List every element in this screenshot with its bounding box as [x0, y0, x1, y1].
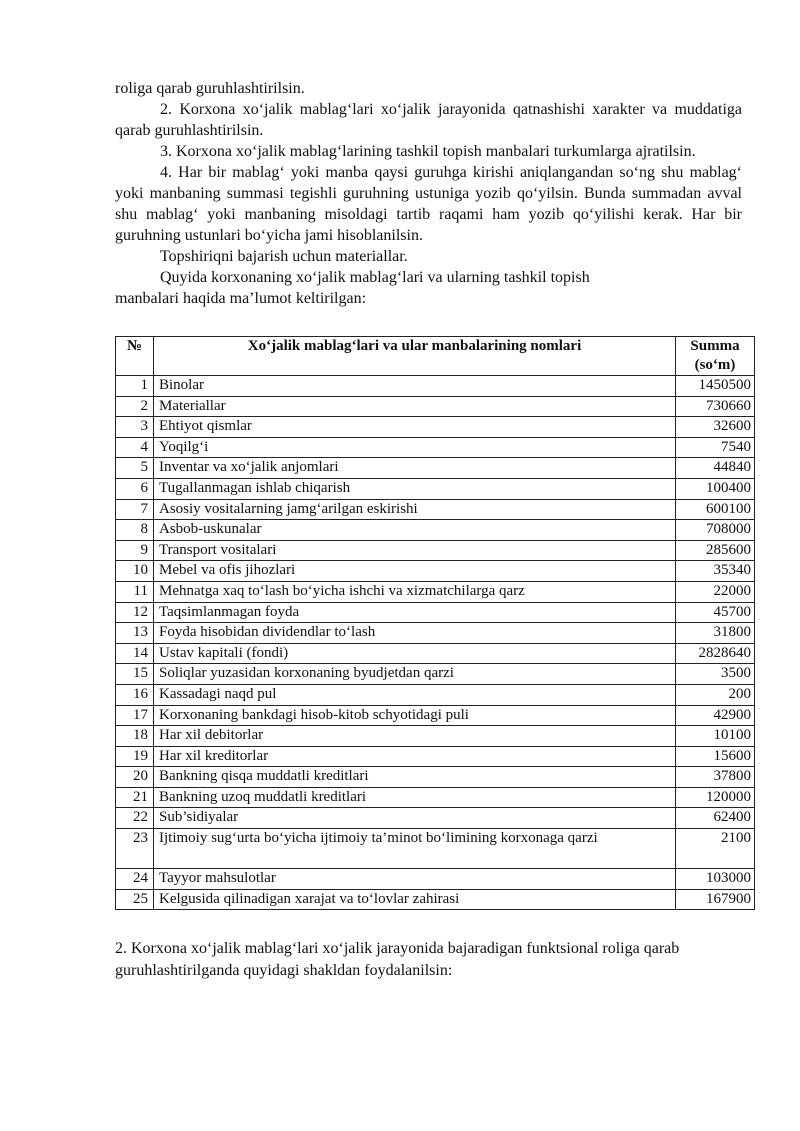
- paragraph-after-table: 2. Korxona xo‘jalik mablag‘lari xo‘jalik jarayonida bajaradigan funktsional roliga qarab guruhlashtirilganda quyidagi shakldan foydalanilsin:: [115, 940, 680, 979]
- funds-table: [115, 336, 755, 910]
- row-name: Soliqlar yuzasidan korxonaning byudjetdan qarzi: [154, 664, 676, 685]
- paragraph-intro-line2: manbalari haqida ma’lumot keltirilgan:: [115, 290, 367, 307]
- paragraph-continuation: roliga qarab guruhlashtirilsin.: [115, 80, 305, 97]
- row-sum: 35340: [676, 561, 755, 582]
- row-number: 8: [116, 520, 154, 541]
- row-sum: 100400: [676, 478, 755, 499]
- table-row: [116, 664, 755, 685]
- table-row: [116, 623, 755, 644]
- table-row: [116, 458, 755, 479]
- row-name: Bankning uzoq muddatli kreditlari: [154, 787, 676, 808]
- row-number: 25: [116, 889, 154, 910]
- row-number: 13: [116, 623, 154, 644]
- table-row: [116, 581, 755, 602]
- row-sum: 3500: [676, 664, 755, 685]
- row-sum: 2100: [676, 829, 755, 869]
- table-row: [116, 520, 755, 541]
- paragraph-task-4: 4. Har bir mablag‘ yoki manba qaysi guruhga kirishi aniqlangandan so‘ng shu mablag‘ yoki manbaning summasi tegishli guruhning ustuniga yozib qo‘yilsin. Bunda summadan avval shu mablag‘ yoki manbaning misoldagi tartib raqami ham yozib qo‘yilishi kerak. Har bir guruhning ustunlari bo‘yicha jami hisoblanilsin.: [115, 164, 742, 244]
- paragraph-materials-heading: Topshiriqni bajarish uchun materiallar.: [160, 248, 408, 265]
- row-sum: 10100: [676, 726, 755, 747]
- table-row: [116, 478, 755, 499]
- paragraph-task-3: 3. Korxona xo‘jalik mablag‘larining tashkil topish manbalari turkumlarga ajratilsin.: [160, 143, 696, 160]
- row-sum: 103000: [676, 869, 755, 890]
- table-row: [116, 726, 755, 747]
- row-sum: 285600: [676, 540, 755, 561]
- row-sum: 7540: [676, 437, 755, 458]
- row-sum: 1450500: [676, 376, 755, 397]
- row-sum: 22000: [676, 581, 755, 602]
- table-row: [116, 643, 755, 664]
- row-name: Yoqilg‘i: [154, 437, 676, 458]
- row-number: 3: [116, 417, 154, 438]
- table-row: [116, 889, 755, 910]
- row-name: Kelgusida qilinadigan xarajat va to‘lovlar zahirasi: [154, 889, 676, 910]
- row-sum: 120000: [676, 787, 755, 808]
- table-row: [116, 869, 755, 890]
- row-sum: 32600: [676, 417, 755, 438]
- table-row: [116, 417, 755, 438]
- row-name: Ehtiyot qismlar: [154, 417, 676, 438]
- row-sum: 62400: [676, 808, 755, 829]
- row-number: 10: [116, 561, 154, 582]
- document-body: [115, 78, 742, 309]
- row-name: Tayyor mahsulotlar: [154, 869, 676, 890]
- table-row: [116, 540, 755, 561]
- row-number: 14: [116, 643, 154, 664]
- row-name: Ustav kapitali (fondi): [154, 643, 676, 664]
- row-name: Har xil debitorlar: [154, 726, 676, 747]
- row-sum: 730660: [676, 396, 755, 417]
- table-row: [116, 561, 755, 582]
- table-row: [116, 602, 755, 623]
- row-sum: 44840: [676, 458, 755, 479]
- header-name: Xo‘jalik mablag‘lari va ular manbalarining nomlari: [154, 337, 676, 376]
- table-row: [116, 499, 755, 520]
- row-number: 20: [116, 767, 154, 788]
- row-number: 22: [116, 808, 154, 829]
- row-sum: 37800: [676, 767, 755, 788]
- row-number: 16: [116, 684, 154, 705]
- table-row: [116, 684, 755, 705]
- row-sum: 167900: [676, 889, 755, 910]
- table-row: [116, 376, 755, 397]
- row-number: 18: [116, 726, 154, 747]
- row-name: Binolar: [154, 376, 676, 397]
- row-name: Sub’sidiyalar: [154, 808, 676, 829]
- table-row: [116, 705, 755, 726]
- table-body: [116, 376, 755, 910]
- row-number: 4: [116, 437, 154, 458]
- row-number: 9: [116, 540, 154, 561]
- row-name: Har xil kreditorlar: [154, 746, 676, 767]
- row-number: 6: [116, 478, 154, 499]
- row-number: 24: [116, 869, 154, 890]
- row-number: 7: [116, 499, 154, 520]
- row-sum: 600100: [676, 499, 755, 520]
- header-number: №: [116, 337, 154, 376]
- row-sum: 45700: [676, 602, 755, 623]
- row-sum: 2828640: [676, 643, 755, 664]
- row-number: 11: [116, 581, 154, 602]
- row-name: Materiallar: [154, 396, 676, 417]
- row-name: Kassadagi naqd pul: [154, 684, 676, 705]
- table-row: [116, 767, 755, 788]
- table-header-row: [116, 337, 755, 376]
- row-sum: 708000: [676, 520, 755, 541]
- row-name: Transport vositalari: [154, 540, 676, 561]
- row-number: 2: [116, 396, 154, 417]
- row-name: Foyda hisobidan dividendlar to‘lash: [154, 623, 676, 644]
- row-name: Mehnatga xaq to‘lash bo‘yicha ishchi va xizmatchilarga qarz: [154, 581, 676, 602]
- row-name: Asosiy vositalarning jamg‘arilgan eskirishi: [154, 499, 676, 520]
- row-name: Asbob-uskunalar: [154, 520, 676, 541]
- row-name: Ijtimoiy sug‘urta bo‘yicha ijtimoiy ta’minot bo‘limining korxonaga qarzi: [154, 829, 676, 869]
- table-row: [116, 746, 755, 767]
- row-number: 21: [116, 787, 154, 808]
- row-number: 12: [116, 602, 154, 623]
- row-name: Mebel va ofis jihozlari: [154, 561, 676, 582]
- row-number: 23: [116, 829, 154, 869]
- row-name: Tugallanmagan ishlab chiqarish: [154, 478, 676, 499]
- row-number: 1: [116, 376, 154, 397]
- table-row: [116, 829, 755, 869]
- row-number: 5: [116, 458, 154, 479]
- row-number: 17: [116, 705, 154, 726]
- row-sum: 42900: [676, 705, 755, 726]
- row-number: 15: [116, 664, 154, 685]
- row-name: Inventar va xo‘jalik anjomlari: [154, 458, 676, 479]
- row-sum: 31800: [676, 623, 755, 644]
- row-name: Taqsimlanmagan foyda: [154, 602, 676, 623]
- row-name: Korxonaning bankdagi hisob-kitob schyotidagi puli: [154, 705, 676, 726]
- table-row: [116, 787, 755, 808]
- header-sum: Summa (so‘m): [676, 337, 755, 376]
- table-row: [116, 396, 755, 417]
- row-sum: 200: [676, 684, 755, 705]
- row-sum: 15600: [676, 746, 755, 767]
- table-row: [116, 808, 755, 829]
- row-number: 19: [116, 746, 154, 767]
- row-name: Bankning qisqa muddatli kreditlari: [154, 767, 676, 788]
- after-table-text: [115, 938, 742, 982]
- paragraph-intro-line1: Quyida korxonaning xo‘jalik mablag‘lari va ularning tashkil topish: [160, 269, 590, 286]
- table-row: [116, 437, 755, 458]
- paragraph-task-2: 2. Korxona xo‘jalik mablag‘lari xo‘jalik jarayonida qatnashishi xarakter va muddatiga qarab guruhlashtirilsin.: [115, 101, 742, 139]
